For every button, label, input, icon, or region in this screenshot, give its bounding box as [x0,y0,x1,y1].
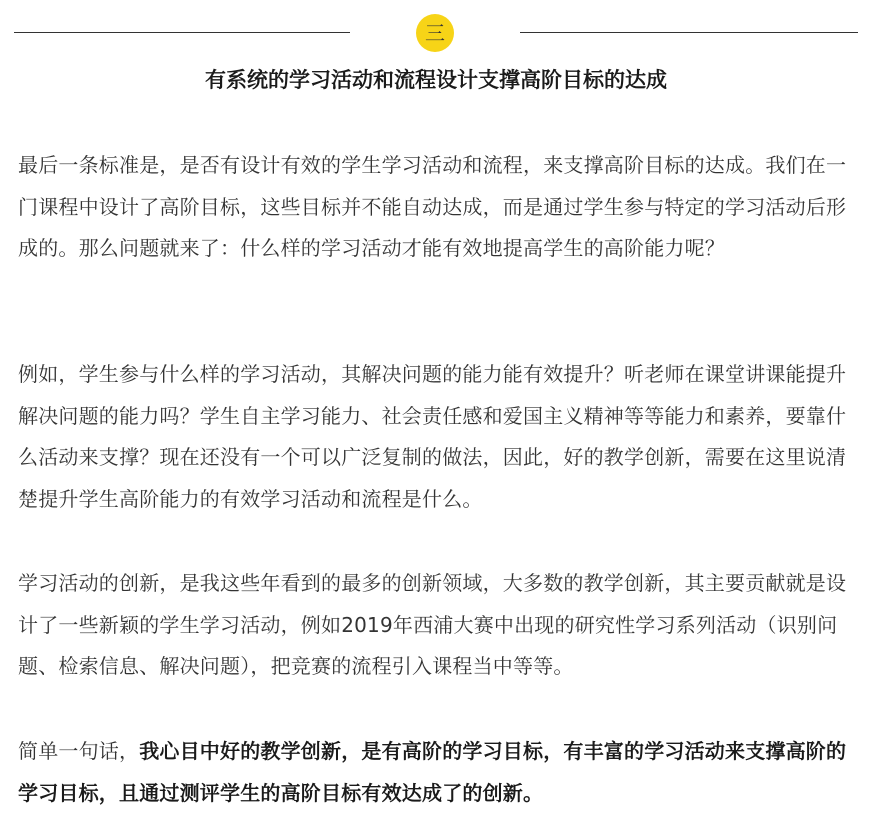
header-divider-right [520,32,858,33]
section-header [0,12,872,52]
header-divider-left [14,32,350,33]
section-number: 三 [425,21,445,45]
paragraph-3: 学习活动的创新，是我这些年看到的最多的创新领域，大多数的教学创新，其主要贡献就是设计了一些新颖的学生学习活动，例如2019年西浦大赛中出现的研究性学习系列活动（识别问题、检索信息、解决问题），把竞赛的流程引入课程当中等等。 [18,571,847,678]
paragraph-4 [18,731,858,814]
section-number-badge [416,14,454,52]
section-title: 有系统的学习活动和流程设计支撑高阶目标的达成 [205,68,667,92]
paragraph-4-emphasis: 我心目中好的教学创新，是有高阶的学习目标，有丰富的学习活动来支撑高阶的学习目标，且通过测评学生的高阶目标有效达成了的创新。 [18,739,847,805]
paragraph-1: 最后一条标准是，是否有设计有效的学生学习活动和流程，来支撑高阶目标的达成。我们在一门课程中设计了高阶目标，这些目标并不能自动达成，而是通过学生参与特定的学习活动后形成的。那么问题就来了：什么样的学习活动才能有效地提高学生的高阶能力呢？ [18,153,847,260]
paragraph-4-lead: 简单一句话， [18,739,140,763]
paragraph-2: 例如，学生参与什么样的学习活动，其解决问题的能力能有效提升？听老师在课堂讲课能提升解决问题的能力吗？学生自主学习能力、社会责任感和爱国主义精神等等能力和素养，要靠什么活动来支撑？现在还没有一个可以广泛复制的做法，因此，好的教学创新，需要在这里说清楚提升学生高阶能力的有效学习活动和流程是什么。 [18,362,847,511]
